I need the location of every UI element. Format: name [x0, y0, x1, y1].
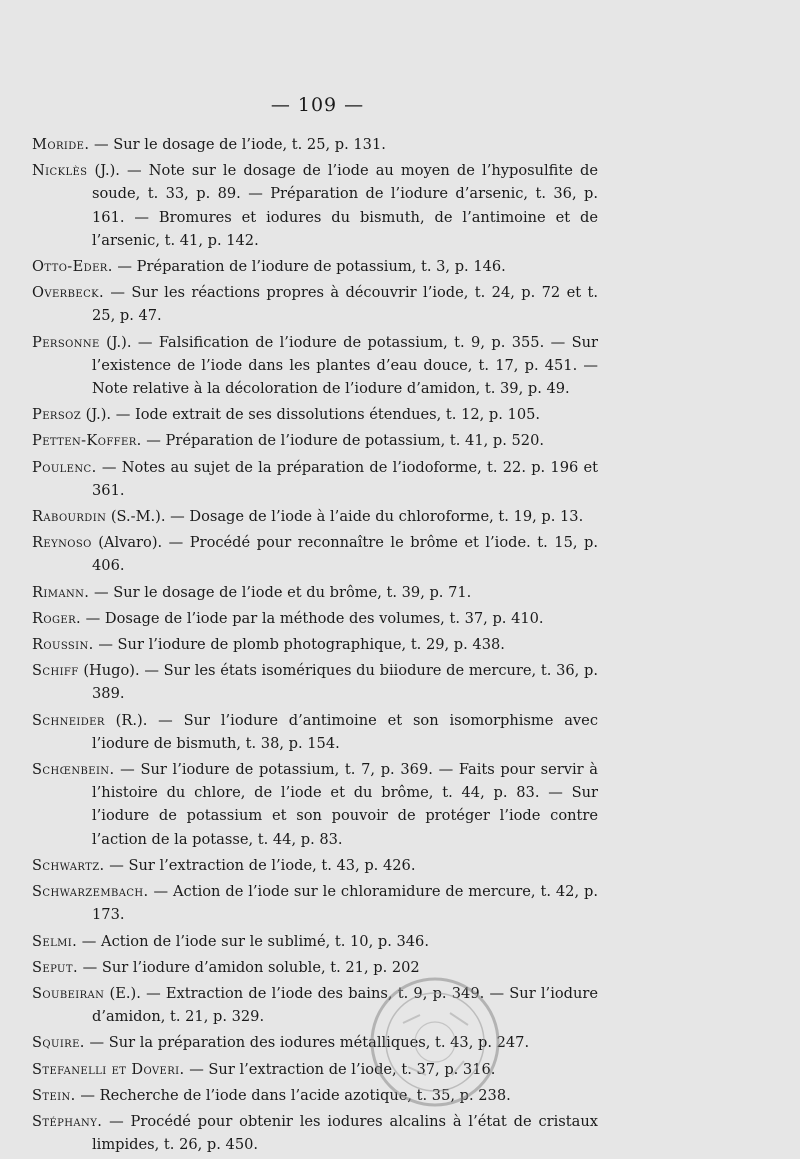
entry-author: Rimann. [32, 583, 90, 601]
bibliography-entry [32, 581, 598, 604]
entry-author: Stéphany. [32, 1112, 103, 1130]
entry-author: Squire. [32, 1034, 85, 1052]
bibliography-entry [32, 505, 598, 528]
bibliography-entry [32, 633, 598, 656]
entry-author: Moride. [32, 136, 90, 153]
entry-author: Otto-Eder. [32, 258, 113, 276]
bibliography-entry [32, 758, 598, 851]
library-stamp-icon [368, 975, 502, 1109]
bibliography-entry [32, 1058, 598, 1081]
bibliography-entry [32, 429, 598, 452]
bibliography-entry [32, 880, 598, 926]
entry-author: Schwarzembach. [32, 883, 149, 901]
entry-author: Schiff [32, 662, 79, 680]
bibliography-entry [32, 930, 598, 953]
entry-author: Soubeiran [32, 984, 105, 1002]
page-number: — 109 — [270, 94, 365, 116]
entry-text: — Recherche de l’iode dans l’acide azotique, t. 35, p. 238. [75, 1086, 511, 1104]
bibliography-list [32, 133, 598, 1159]
entry-text: (S.-M.). — Dosage de l’iode à l’aide du chloroforme, t. 19, p. 13. [106, 508, 584, 526]
entry-text: — Action de l’iode sur le sublimé, t. 10, p. 346. [77, 932, 429, 950]
entry-text: (J.). — Note sur le dosage de l’iode au moyen de l’hyposulfite de soude, t. 33, p. 89. — Préparation de l’iodure d’arsenic, t. 36, p. 161. — Bromures et iodures du bismuth, de l’antimoine et de l’arsenic, t. 41, p. 142. [87, 162, 598, 249]
entry-text: — Préparation de l’iodure de potassium, t. 3, p. 146. [112, 258, 506, 276]
bibliography-entry [32, 1084, 598, 1107]
entry-text: — Sur les réactions propres à découvrir l’iode, t. 24, p. 72 et t. 25, p. 47. [92, 284, 598, 325]
entry-author: Reynoso [32, 534, 92, 552]
entry-text: — Action de l’iode sur le chloramidure de mercure, t. 42, p. 173. [92, 883, 598, 924]
bibliography-entry [32, 1110, 598, 1156]
entry-text: — Sur le dosage de l’iode, t. 25, p. 131. [89, 136, 386, 153]
entry-author: Schneider [32, 711, 105, 729]
entry-author: Nicklès [32, 162, 88, 180]
entry-author: Poulenc. [32, 458, 97, 476]
entry-text: — Sur l’iodure de plomb photographique, t. 29, p. 438. [93, 636, 505, 654]
bibliography-entry [32, 531, 598, 577]
bibliography-entry [32, 133, 598, 156]
entry-text: (R.). — Sur l’iodure d’antimoine et son isomorphisme avec l’iodure de bismuth, t. 38, p. 154. [92, 711, 598, 752]
entry-text: — Notes au sujet de la préparation de l’iodoforme, t. 22. p. 196 et 361. [92, 458, 598, 499]
entry-author: Selmi. [32, 932, 78, 950]
entry-author: Seput. [32, 958, 78, 976]
entry-text: — Sur l’iodure d’amidon soluble, t. 21, p. 202 [78, 958, 420, 976]
entry-text: — Préparation de l’iodure de potassium, t. 41, p. 520. [141, 432, 544, 450]
bibliography-entry [32, 255, 598, 278]
bibliography-entry [32, 659, 598, 705]
entry-text: — Sur l’extraction de l’iode, t. 43, p. 426. [104, 856, 416, 874]
bibliography-entry [32, 982, 598, 1028]
bibliography-entry [32, 159, 598, 252]
entry-text: — Sur la préparation des iodures métalliques, t. 43, p. 247. [84, 1034, 530, 1052]
entry-author: Stein. [32, 1086, 76, 1104]
entry-author: Schwartz. [32, 856, 105, 874]
bibliography-entry [32, 709, 598, 755]
entry-author: Roussin. [32, 636, 94, 654]
entry-text: (J.). — Falsification de l’iodure de potassium, t. 9, p. 355. — Sur l’existence de l’iode dans les plantes d’eau douce, t. 17, p. 451. — Note relative à la décoloration de l’iodure d’amidon, t. 39, p. 49. [92, 333, 598, 398]
entry-author: Petten-Koffer. [32, 432, 142, 450]
entry-author: Schœnbein. [32, 761, 115, 779]
entry-text: — Sur le dosage de l’iode et du brôme, t. 39, p. 71. [89, 583, 472, 601]
entry-author: Stefanelli et Doveri. [32, 1060, 185, 1078]
entry-text: — Dosage de l’iode par la méthode des volumes, t. 37, p. 410. [81, 609, 544, 627]
bibliography-entry [32, 331, 598, 401]
entry-author: Overbeck. [32, 284, 105, 302]
bibliography-entry [32, 1031, 598, 1054]
entry-text: (Alvaro). — Procédé pour reconnaître le brôme et l’iode. t. 15, p. 406. [91, 534, 598, 575]
entry-text: (E.). — Extraction de l’iode des bains, t. 9, p. 349. — Sur l’iodure d’amidon, t. 21, p. 329. [92, 984, 598, 1026]
entry-author: Personne [32, 333, 100, 351]
entry-text: (Hugo). — Sur les états isomériques du biiodure de mercure, t. 36, p. 389. [78, 662, 598, 703]
bibliography-entry [32, 854, 598, 877]
entry-author: Persoz [32, 406, 82, 424]
entry-author: Rabourdin [32, 508, 107, 526]
bibliography-entry [32, 403, 598, 426]
bibliography-entry [32, 607, 598, 630]
bibliography-entry [32, 956, 598, 979]
entry-text: — Sur l’extraction de l’iode, t. 37, p. 316. [184, 1060, 496, 1078]
entry-text: (J.). — Iode extrait de ses dissolutions étendues, t. 12, p. 105. [81, 406, 541, 424]
entry-text: — Procédé pour obtenir les iodures alcalins à l’état de cristaux limpides, t. 26, p. 450. [92, 1112, 598, 1154]
bibliography-entry [32, 281, 598, 327]
bibliography-entry [32, 456, 598, 502]
entry-author: Roger. [32, 609, 82, 627]
entry-text: — Sur l’iodure de potassium, t. 7, p. 369. — Faits pour servir à l’histoire du chlore, de l’iode et du brôme, t. 44, p. 83. — Sur l’iodure de potassium et son pouvoir de protéger l’iode contre l’action de la potasse, t. 44, p. 83. [92, 761, 598, 848]
